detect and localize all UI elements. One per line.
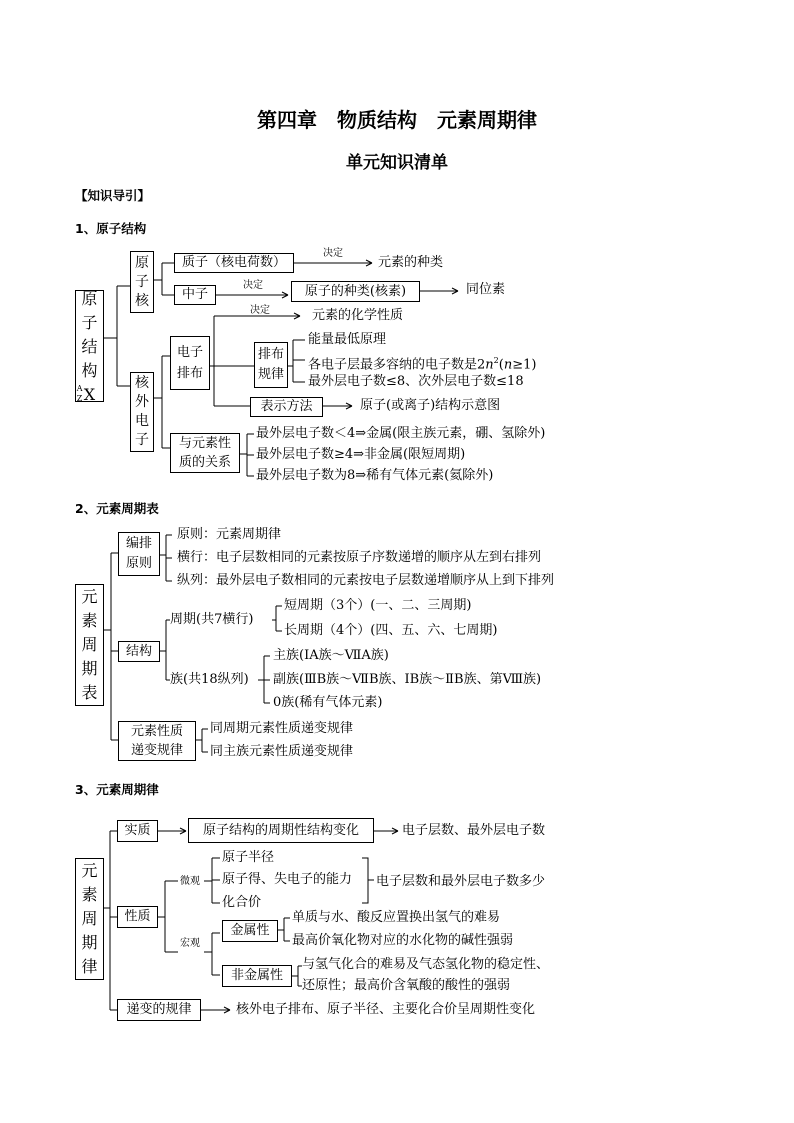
- same-group-trend: 同主族元素性质递变规律: [210, 744, 354, 759]
- relation-noble-gas: 最外层电子数为8⇒稀有气体元素(氦除外): [256, 468, 494, 483]
- zero-group-text: 0族(稀有气体元素): [273, 695, 383, 710]
- short-period-text: 短周期（3个）(一、二、三周期): [284, 598, 472, 613]
- atom-kind-box: 原子的种类(核素): [291, 281, 420, 302]
- essence-result-text: 电子层数、最外层电子数: [402, 823, 546, 838]
- relation-line: 质的关系: [178, 455, 231, 470]
- rule-lowest-energy: 能量最低原理: [308, 332, 387, 347]
- decide-label: 决定: [250, 305, 270, 316]
- decide-label: 决定: [323, 248, 343, 259]
- chemical-property-text: 元素的化学性质: [312, 308, 404, 323]
- trend-line: 递变规律: [130, 743, 183, 758]
- micro-result-text: 电子层数和最外层电子数多少: [376, 874, 546, 889]
- nucleus-char: 核: [135, 292, 149, 309]
- valence-text: 化合价: [222, 895, 262, 910]
- macro-label: 宏观: [180, 938, 200, 949]
- root-char: 元: [81, 587, 98, 606]
- representation-method-box: 表示方法: [250, 397, 323, 417]
- rule-box-line: 规律: [257, 367, 284, 382]
- nucleus-char: 原: [135, 254, 149, 271]
- nuclide-symbol: [76, 383, 96, 405]
- structure-box: 结构: [118, 641, 160, 662]
- section-1-heading: 1、原子结构: [75, 221, 147, 236]
- page-subtitle: 单元知识清单: [346, 153, 448, 173]
- neutron-box: 中子: [174, 285, 216, 305]
- periodic-table-root-box: [75, 584, 104, 706]
- outer-char: 外: [135, 394, 149, 410]
- element-kind-text: 元素的种类: [378, 255, 444, 270]
- relation-nonmetal: 最外层电子数≥4⇒非金属(限短周期): [256, 447, 466, 462]
- relation-metal: 最外层电子数＜4⇒金属(限主族元素，硼、氢除外): [256, 426, 546, 441]
- period-label: 周期(共7横行): [170, 612, 254, 627]
- arrangement-line: 电子: [176, 345, 203, 360]
- electron-arrangement-box: [170, 336, 210, 390]
- root-char: 元: [81, 861, 98, 880]
- principle-rule: 原则：元素周期律: [177, 527, 282, 542]
- nucleus-char: 子: [135, 273, 149, 290]
- root-char: 素: [81, 611, 98, 630]
- atomic-radius-text: 原子半径: [222, 850, 275, 865]
- root-char: 表: [81, 683, 98, 702]
- principle-line: 编排: [125, 536, 152, 551]
- outer-char: 核: [135, 375, 149, 391]
- root-char: 构: [81, 361, 98, 380]
- sub-group-text: 副族(ⅢB族～ⅦB族、ⅠB族～ⅡB族、第Ⅷ族): [273, 672, 542, 687]
- rule-outer-limit: 最外层电子数≤8、次外层电子数≤18: [308, 374, 524, 389]
- root-char: 子: [81, 313, 98, 332]
- periodic-structure-change-box: 原子结构的周期性结构变化: [188, 818, 374, 843]
- principle-row: 横行：电子层数相同的元素按原子序数递增的顺序从左到右排列: [177, 550, 542, 565]
- arrangement-rule-box: [254, 342, 288, 388]
- metal-criterion-hydrogen: 单质与水、酸反应置换出氢气的难易: [292, 910, 501, 925]
- proton-box: 质子（核电荷数）: [174, 253, 294, 273]
- nonmetal-criterion-acidity: 还原性；最高价含氧酸的酸性的强弱: [302, 978, 511, 993]
- micro-label: 微观: [180, 876, 200, 887]
- page-title: 第四章 物质结构 元素周期律: [257, 108, 537, 132]
- property-trend-box: [118, 721, 196, 761]
- periodic-law-root-box: [75, 858, 104, 980]
- root-char: 期: [81, 933, 98, 952]
- principle-line: 原则: [125, 556, 152, 571]
- metallic-property-box: 金属性: [222, 920, 278, 942]
- mass-number: A: [76, 384, 83, 393]
- group-label: 族(共18纵列): [170, 672, 249, 687]
- relation-line: 与元素性: [178, 436, 231, 451]
- decide-label: 决定: [243, 280, 263, 291]
- root-char: 素: [81, 885, 98, 904]
- same-period-trend: 同周期元素性质递变规律: [210, 721, 354, 736]
- isotope-text: 同位素: [466, 282, 506, 297]
- element-relation-box: [170, 433, 240, 473]
- section-3-heading: 3、元素周期律: [75, 782, 159, 797]
- outer-char: 电: [135, 413, 149, 429]
- arrangement-principle-box: [118, 532, 160, 576]
- principle-column: 纵列：最外层电子数相同的元素按电子层数递增顺序从上到下排列: [177, 573, 555, 588]
- atom-structure-root-box: [75, 290, 104, 402]
- nonmetal-criterion-hydrogen: 与氢气化合的难易及气态氢化物的稳定性、: [302, 957, 550, 972]
- root-char: 周: [81, 909, 98, 928]
- root-char: 律: [81, 957, 98, 976]
- variation-rule-result-text: 核外电子排布、原子半径、主要化合价呈周期性变化: [236, 1002, 536, 1017]
- long-period-text: 长周期（4个）(四、五、六、七周期): [284, 623, 498, 638]
- property-box: 性质: [117, 906, 158, 928]
- essence-box: 实质: [117, 820, 158, 842]
- nucleus-box: [130, 251, 154, 313]
- outer-char: 子: [135, 432, 149, 448]
- electron-gain-loss-text: 原子得、失电子的能力: [222, 872, 353, 887]
- trend-line: 元素性质: [130, 724, 183, 739]
- guide-label: 【知识导引】: [75, 188, 151, 203]
- rule-box-line: 排布: [257, 347, 284, 362]
- root-char: 周: [81, 635, 98, 654]
- rule-max-electrons: 各电子层最多容纳的电子数是$2n^2(n\ge 1)$: [308, 356, 537, 373]
- arrangement-line: 排布: [176, 366, 203, 381]
- variation-rule-box: 递变的规律: [117, 999, 201, 1021]
- metal-criterion-alkalinity: 最高价氧化物对应的水化物的碱性强弱: [292, 933, 514, 948]
- root-char: 期: [81, 659, 98, 678]
- structure-diagram-text: 原子(或离子)结构示意图: [360, 398, 501, 413]
- main-group-text: 主族(ⅠA族～ⅦA族): [273, 648, 389, 663]
- nonmetallic-property-box: 非金属性: [222, 965, 292, 987]
- root-char: 原: [81, 289, 98, 308]
- atomic-number: Z: [76, 394, 83, 403]
- outer-electron-box: [130, 372, 154, 452]
- root-char: 结: [81, 337, 98, 356]
- section-2-heading: 2、元素周期表: [75, 501, 159, 516]
- element-symbol: X: [83, 385, 96, 404]
